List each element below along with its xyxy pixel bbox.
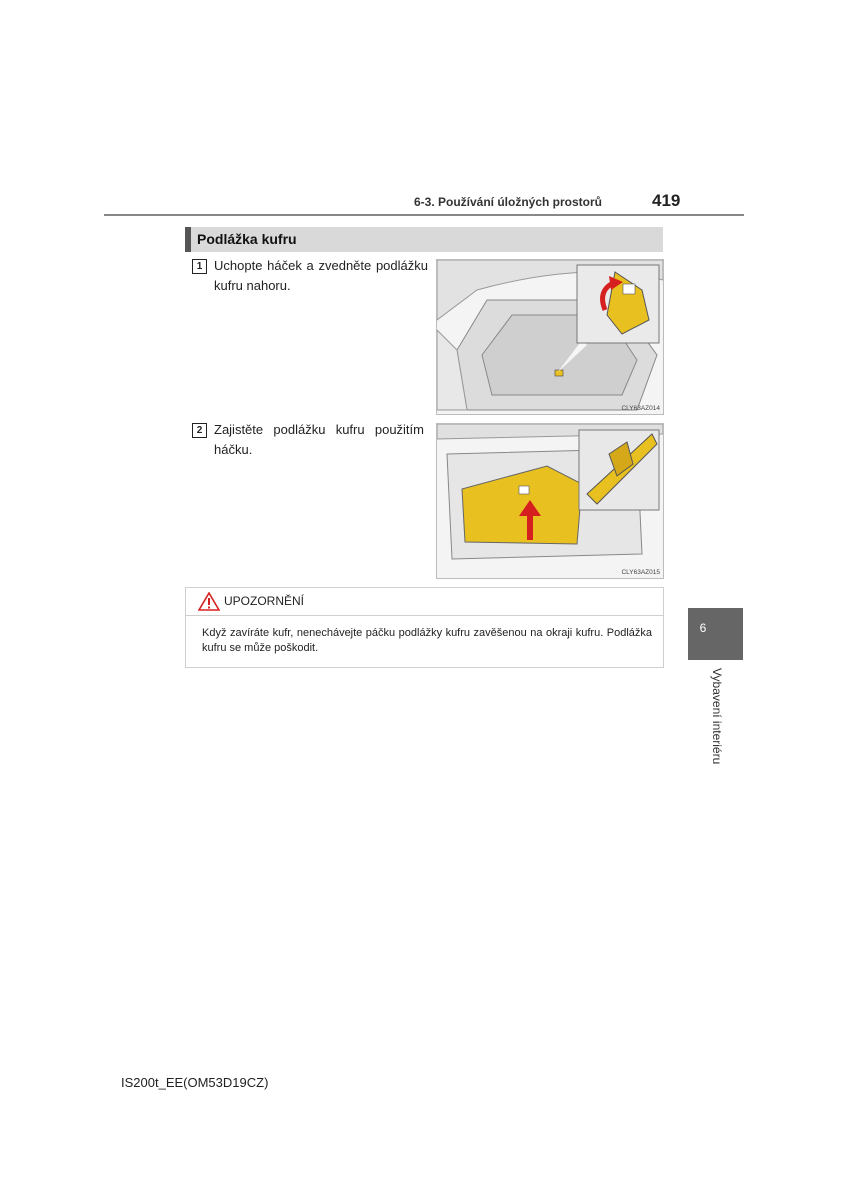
chapter-label: Vybavení interiéru (710, 668, 724, 765)
page-number: 419 (652, 191, 681, 210)
warning-text: Když zavíráte kufr, nenechávejte páčku podlážky kufru zavěšenou na okraji kufru. Podlážka kufru se může poškodit. (202, 627, 652, 654)
warning-label: UPOZORNĚNÍ (224, 594, 305, 608)
section-title: Podlážka kufru (197, 231, 297, 247)
step-1-image-code: CLY63AZ014 (621, 405, 660, 412)
step-1-text: Uchopte háček a zvedněte podlážku kufru nahoru. (214, 258, 428, 293)
step-1-illustration (436, 259, 664, 415)
warning-box (185, 587, 664, 668)
warning-header (186, 588, 663, 616)
step-2-text: Zajistěte podlážku kufru použitím háčku. (214, 422, 424, 457)
step-1-number: 1 (192, 259, 207, 274)
warning-triangle-icon (198, 592, 220, 611)
step-2-image-code: CLY63AZ015 (621, 569, 660, 576)
step-2-illustration (436, 423, 664, 579)
header-rule (104, 214, 744, 216)
chapter-tab (688, 608, 743, 660)
footer-code: IS200t_EE(OM53D19CZ) (121, 1075, 269, 1090)
section-title-bar (185, 227, 663, 252)
section-accent (185, 227, 191, 252)
step-2-number: 2 (192, 423, 207, 438)
chapter-number: 6 (699, 621, 707, 635)
header-section-title: 6-3. Používání úložných prostorů (413, 195, 602, 209)
